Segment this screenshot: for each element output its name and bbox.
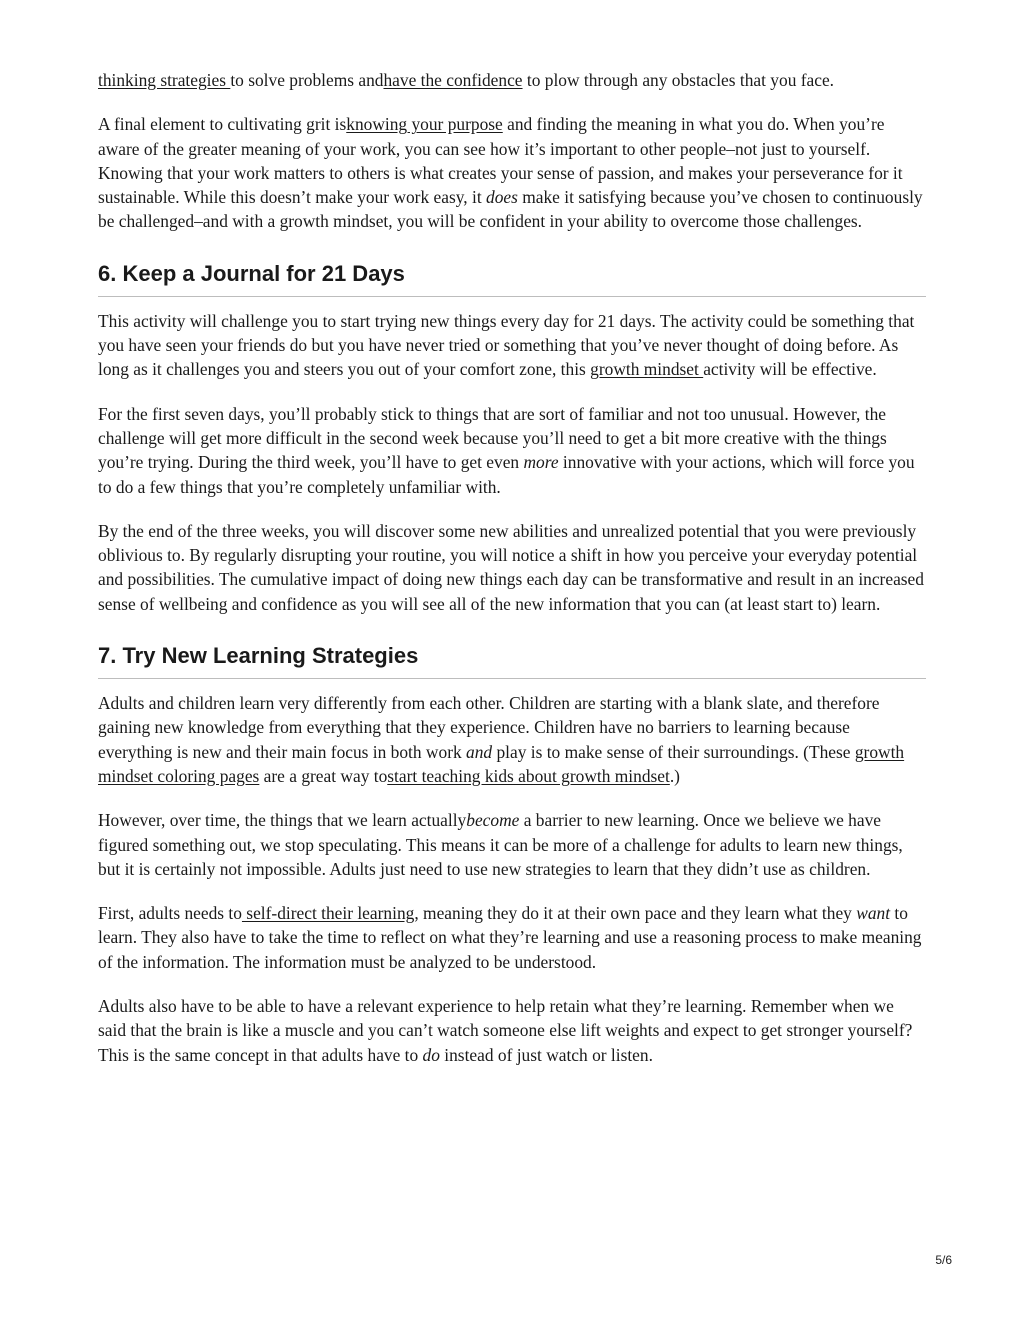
section-7-paragraph-1: Adults and children learn very differently from each other. Children are starting with a blank slate, and therefore gaining new knowledge from everything that they experience. Children have no barriers to learning because everything is new and their main focus in both work and play is to make sense of their surroundings. (These growth mindset coloring pages are a great way tostart teaching kids about growth mindset.): [98, 693, 905, 786]
growth-mindset-link[interactable]: growth mindset: [590, 359, 704, 380]
have-the-confidence-link[interactable]: have the confidence: [383, 70, 523, 90]
article-body: [98, 68, 926, 1087]
section-6-paragraph-3: By the end of the three weeks, you will discover some new abilities and unrealized potential that you were previously oblivious to. By regularly disrupting your routine, you will notice a shift in how you perceive your everyday potential and possibilities. The cumulative impact of doing new things each day can be transformative and result in an increased sense of wellbeing and confidence as you will see all of the new information that you can (at least start to) learn.: [98, 520, 924, 614]
self-direct-learning-link[interactable]: self-direct their learning: [241, 903, 415, 924]
section-6-paragraph-2: For the first seven days, you’ll probably stick to things that are sort of familiar and not too unusual. However, the challenge will get more difficult in the second week because you’ll need to get a bit more creative with the things you’re trying. During the third week, you’ll have to get even more innovative with your actions, which will force you to do a few things that you’re completely unfamiliar with.: [98, 403, 915, 497]
coloring-pages-link[interactable]: growth mindset coloring pages: [98, 741, 905, 786]
purpose-paragraph: A final element to cultivating grit isknowing your purpose and finding the meaning in what you do. When you’re aware of the greater meaning of your work, you can see how it’s important to other people–not just to yourself. Knowing that your work matters to others is what creates your sense of passion, and makes your perseverance for it sustainable. While this doesn’t make your work easy, it does make it satisfying because you’ve chosen to continuously be challenged–and with a growth mindset, you will be confident in your ability to overcome those challenges.: [98, 114, 923, 232]
section-7-paragraph-4: Adults also have to be able to have a relevant experience to help retain what they’re learning. Remember when we said that the brain is like a muscle and you can’t watch someone else lift weights and expect to get stronger yourself? This is the same concept in that adults have to do instead of just watch or listen.: [98, 996, 913, 1065]
teaching-kids-growth-mindset-link[interactable]: start teaching kids about growth mindset: [387, 765, 670, 786]
section-6-paragraph-1: This activity will challenge you to start trying new things every day for 21 days. The activity could be something that you have seen your friends do but you have never tried or something that you’ve never thought of doing before. As long as it challenges you and steers you out of your comfort zone, this growth mindset activity will be effective.: [98, 310, 915, 380]
section-7-paragraph-2: However, over time, the things that we learn actuallybecome a barrier to new learning. Once we believe we have figured something out, we stop speculating. This means it can be more of a challenge for adults to learn new things, but it is certainly not impossible. Adults just need to use new strategies to learn that they didn’t use as children.: [98, 810, 903, 879]
section-6-heading: 6. Keep a Journal for 21 Days: [98, 260, 926, 297]
knowing-your-purpose-link[interactable]: knowing your purpose: [346, 114, 503, 135]
thinking-strategies-link[interactable]: thinking strategies: [98, 70, 231, 90]
section-7-paragraph-3: First, adults needs to self-direct their learning, meaning they do it at their own pace and they learn what they want to learn. They also have to take the time to reflect on what they’re learning and use a reasoning process to make meaning of the information. The information must be analyzed to be understood.: [98, 903, 922, 972]
intro-paragraph: thinking strategies to solve problems andhave the confidence to plow through any obstacles that you face.: [98, 70, 835, 90]
section-7-heading: 7. Try New Learning Strategies: [98, 642, 926, 679]
page-number: 5/6: [935, 1253, 952, 1267]
